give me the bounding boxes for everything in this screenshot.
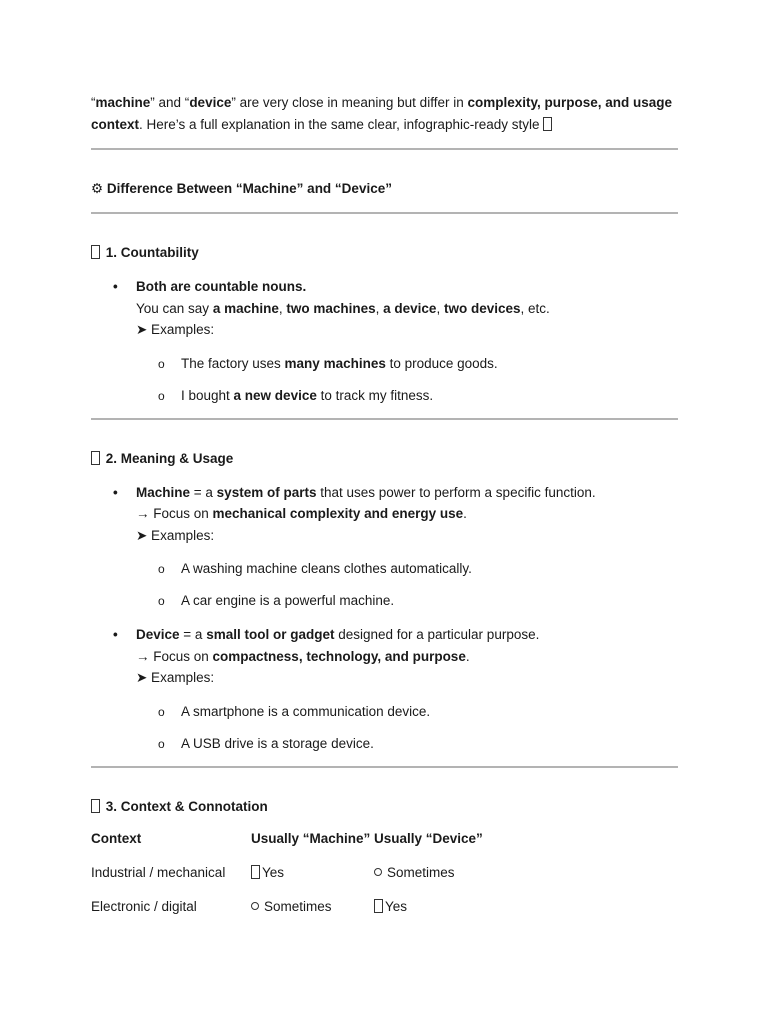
bullet-text: → Focus on xyxy=(136,648,213,664)
list-item xyxy=(91,482,678,547)
document-content xyxy=(91,92,678,933)
table-cell-text: Sometimes xyxy=(264,898,332,914)
example-text: A washing machine cleans clothes automatically. xyxy=(181,561,472,576)
examples-label: ➤ Examples: xyxy=(136,670,215,685)
example-item xyxy=(91,703,678,721)
table-header: Usually “Machine” xyxy=(251,830,371,846)
circle-bullet-icon: o xyxy=(158,356,165,371)
example-text: The factory uses xyxy=(181,355,285,371)
term-machine: Machine xyxy=(136,484,191,500)
intro-text: ” and “ xyxy=(150,95,190,110)
intro-text: . Here’s a full explanation in the same clear, infographic-ready style xyxy=(139,117,544,132)
missing-glyph-icon xyxy=(91,245,100,259)
table-cell-text: Sometimes xyxy=(387,864,455,880)
bullet-text: → Focus on xyxy=(136,506,213,521)
bullet-text: that uses power to perform a specific function. xyxy=(316,484,596,500)
bullet-emphasis: two devices xyxy=(443,300,521,316)
table-header: Context xyxy=(91,830,142,846)
bullet-lead: Both are countable nouns. xyxy=(136,279,307,294)
bullet-icon: • xyxy=(113,279,118,294)
bullet-text: designed for a particular purpose. xyxy=(334,627,540,642)
example-text: to track my fitness. xyxy=(316,387,434,403)
bullet-emphasis: compactness, technology, and purpose xyxy=(212,648,466,664)
divider xyxy=(91,418,678,420)
table-cell: Industrial / mechanical xyxy=(91,864,226,880)
bullet-text: , xyxy=(436,300,444,316)
countability-heading xyxy=(91,244,678,262)
bullet-text: , etc. xyxy=(520,300,550,316)
missing-glyph-icon xyxy=(91,451,100,465)
intro-text: ” are very close in meaning but differ in xyxy=(231,95,468,110)
example-item xyxy=(91,560,678,578)
table-cell xyxy=(249,865,372,899)
example-item xyxy=(91,387,678,405)
example-text: A USB drive is a storage device. xyxy=(181,735,374,751)
list-item xyxy=(91,276,678,341)
hollow-circle-icon xyxy=(251,902,259,910)
table-cell xyxy=(372,865,524,899)
table-row xyxy=(89,899,524,933)
examples-label: ➤ Examples: xyxy=(136,527,215,543)
intro-term-device: device xyxy=(189,95,232,110)
table-row xyxy=(89,865,524,899)
bullet-icon: • xyxy=(113,627,118,642)
bullet-emphasis: a machine xyxy=(212,300,279,316)
circle-bullet-icon: o xyxy=(158,388,165,403)
intro-text: “ xyxy=(91,95,96,110)
term-device: Device xyxy=(136,627,180,642)
example-item xyxy=(91,735,678,753)
intro-term-machine: machine xyxy=(95,95,151,110)
section-title-text: Difference Between “Machine” and “Device” xyxy=(106,181,392,196)
missing-glyph-icon xyxy=(543,117,552,131)
meaning-heading xyxy=(91,450,678,468)
bullet-text: = a xyxy=(190,484,217,500)
divider xyxy=(91,766,678,768)
bullet-emphasis: mechanical complexity and energy use xyxy=(212,506,464,521)
meaning-heading-text: 2. Meaning & Usage xyxy=(105,450,234,466)
divider xyxy=(91,212,678,214)
list-item xyxy=(91,624,678,689)
bullet-emphasis: a device xyxy=(383,300,437,316)
table-cell-text: Yes xyxy=(385,898,408,914)
missing-glyph-icon xyxy=(91,799,100,813)
bullet-text: . xyxy=(465,648,470,664)
bullet-emphasis: system of parts xyxy=(216,484,317,500)
circle-bullet-icon: o xyxy=(158,562,165,576)
example-item xyxy=(91,355,678,373)
section-title xyxy=(91,180,678,198)
example-emphasis: many machines xyxy=(284,355,386,371)
context-heading xyxy=(91,798,678,816)
table-cell: Electronic / digital xyxy=(91,898,197,914)
context-heading-text: 3. Context & Connotation xyxy=(105,798,268,814)
example-emphasis: a new device xyxy=(233,387,317,403)
bullet-emphasis: small tool or gadget xyxy=(206,627,335,642)
example-text: I bought xyxy=(181,387,234,403)
circle-bullet-icon: o xyxy=(158,704,165,719)
table-cell-text: Yes xyxy=(262,864,285,880)
countability-heading-text: 1. Countability xyxy=(105,245,199,260)
bullet-text: . xyxy=(463,506,467,521)
missing-glyph-icon xyxy=(251,865,260,879)
divider xyxy=(91,148,678,150)
intro-emphasis: complexity, purpose, and usage context xyxy=(91,95,673,132)
bullet-text: You can say xyxy=(136,300,213,316)
table-header: Usually “Device” xyxy=(374,830,483,846)
example-item xyxy=(91,592,678,610)
bullet-emphasis: two machines xyxy=(286,300,376,316)
bullet-text: = a xyxy=(179,627,207,642)
intro-paragraph xyxy=(91,92,678,136)
table-header-row xyxy=(89,831,524,865)
gear-icon: ⚙ xyxy=(91,181,104,197)
example-text: to produce goods. xyxy=(385,355,498,371)
bullet-icon: • xyxy=(113,484,118,500)
example-text: A car engine is a powerful machine. xyxy=(181,593,395,608)
missing-glyph-icon xyxy=(374,899,383,913)
circle-bullet-icon: o xyxy=(158,736,165,751)
bullet-text: , xyxy=(375,300,384,316)
hollow-circle-icon xyxy=(374,868,382,876)
table-cell xyxy=(249,899,372,933)
table-cell xyxy=(372,899,524,933)
context-table xyxy=(89,831,524,933)
examples-label: ➤ Examples: xyxy=(136,322,215,337)
example-text: A smartphone is a communication device. xyxy=(181,703,431,719)
bullet-text: , xyxy=(278,300,287,316)
circle-bullet-icon: o xyxy=(158,594,165,608)
